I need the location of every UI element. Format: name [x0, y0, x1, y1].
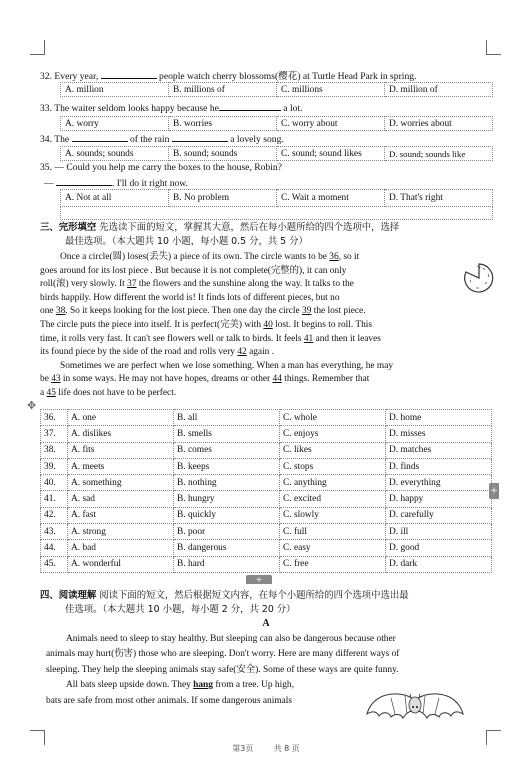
cloze-option-c[interactable]: C. slowly: [280, 507, 386, 523]
cloze-question-number: 41.: [41, 491, 68, 507]
reading-passage-a: Animals need to sleep to stay healthy. But sleeping can also be dangerous because other animals may hurt(伤害) those who are sleeping. Don't worry. Here are many different ways of sleeping. They help the sleeping animals stay safe(安全). Some of these ways are quite funny. All bats sleep upside down. They hang from a tree. Up high, bats are safe from most other animals. If some dangerous animals: [46, 634, 400, 706]
blank-41: 41: [303, 333, 314, 344]
cloze-option-a[interactable]: A. dislikes: [68, 426, 174, 442]
cloze-option-d[interactable]: D. matches: [386, 442, 492, 458]
cloze-question-number: 36.: [41, 410, 68, 426]
expand-tab-bottom[interactable]: +: [246, 575, 272, 584]
cloze-option-a[interactable]: A. bad: [68, 540, 174, 556]
cloze-option-d[interactable]: D. finds: [386, 458, 492, 474]
cloze-option-d[interactable]: D. home: [386, 410, 492, 426]
options-32: [60, 82, 493, 97]
cloze-option-d[interactable]: D. dark: [386, 556, 492, 572]
answer-blank[interactable]: [72, 132, 128, 142]
cloze-option-b[interactable]: B. quickly: [174, 507, 280, 523]
question-32: [40, 68, 416, 82]
options-35: [60, 189, 493, 207]
question-number: 34.: [40, 134, 52, 145]
question-text: a lot.: [283, 103, 303, 114]
cloze-option-b[interactable]: B. nothing: [174, 475, 280, 491]
cloze-row: [41, 426, 492, 442]
question-text: — Could you help me carry the boxes to the house, Robin?: [54, 162, 282, 173]
blank-44: 44: [272, 374, 282, 385]
cloze-option-c[interactable]: C. enjoys: [280, 426, 386, 442]
question-text: Every year,: [54, 71, 99, 82]
section-instructions: 最佳选项。（本大题共 10 小题，每小题 0.5 分，共 5 分）: [65, 236, 308, 247]
option-c[interactable]: C. millions: [277, 83, 385, 97]
question-text: The: [54, 134, 70, 145]
question-number: 33.: [40, 103, 52, 114]
cloze-passage: Once a circle(圆) loses(丢失) a piece of its own. The circle wants to be 36, so it goes around for its lost piece . But because it is not complete(完整的), it can only roll(滚) very slowly. It 37 the flowers and the sunshine along the way. It talks to the birds happily. How different the world is! It finds lots of different pieces, but no one 38. So it keeps looking for the lost piece. Then one day the circle 39 the lost piece. The circle puts the piece into itself. It is perfect(完美) with 40 lost. It begins to roll. This time, it rolls very fast. It can't see flowers well or talk to birds. It feels 41 and then it leaves its found piece by the side of the road and rolls very 42 again . Sometimes we are perfect when we lose something. When a man has everything, he may be 43 in some ways. He may not have hopes, dreams or other 44 things. Remember that a 45 life does not have to be perfect.: [40, 252, 394, 398]
cloze-option-b[interactable]: B. hungry: [174, 491, 280, 507]
question-34: [40, 132, 284, 145]
cloze-option-b[interactable]: B. hard: [174, 556, 280, 572]
cloze-option-d[interactable]: D. carefully: [386, 507, 492, 523]
cloze-option-c[interactable]: C. stops: [280, 458, 386, 474]
cloze-row: [41, 410, 492, 426]
option-b[interactable]: B. millions of: [169, 83, 277, 97]
cloze-option-c[interactable]: C. whole: [280, 410, 386, 426]
option-a[interactable]: A. million: [61, 83, 169, 97]
blank-43: 43: [51, 374, 61, 385]
option-a[interactable]: A. sounds; sounds: [61, 147, 169, 161]
keyword-hang: hang: [193, 680, 213, 691]
option-b[interactable]: B. worries: [169, 117, 277, 131]
question-35-line2: [44, 176, 188, 189]
cloze-row: [41, 458, 492, 474]
question-33: [40, 101, 302, 114]
cloze-question-number: 45.: [41, 556, 68, 572]
section-instructions: 阅读下面的短文，然后根据短文内容，在每个小题所给的四个选项中选出最: [99, 590, 409, 601]
cloze-option-c[interactable]: C. full: [280, 524, 386, 540]
cloze-option-c[interactable]: C. easy: [280, 540, 386, 556]
options-35-spacer: [60, 207, 493, 220]
cloze-option-c[interactable]: C. excited: [280, 491, 386, 507]
cloze-row: [41, 540, 492, 556]
cloze-row: [41, 507, 492, 523]
section-3-heading: [40, 221, 399, 249]
page-number: 第3页: [232, 744, 254, 753]
option-b[interactable]: B. sound; sounds: [169, 147, 277, 161]
section-title: 三、完形填空: [40, 222, 97, 233]
cloze-option-d[interactable]: D. happy: [386, 491, 492, 507]
options-33: [60, 116, 493, 131]
crop-mark-top-right: [486, 40, 501, 55]
cloze-option-a[interactable]: A. meets: [68, 458, 174, 474]
page-total: 共 8 页: [273, 744, 300, 753]
blank-38: 38: [55, 306, 66, 317]
question-text: a lovely song.: [230, 134, 284, 145]
bat-illustration: [365, 690, 465, 730]
blank-45: 45: [46, 387, 56, 398]
question-35: [40, 162, 282, 173]
question-text: of the rain: [129, 134, 170, 145]
cloze-option-b[interactable]: B. all: [174, 410, 280, 426]
question-text: people watch cherry blossoms(樱花) at Turtle Head Park in spring.: [159, 71, 417, 82]
blank-39: 39: [302, 306, 312, 317]
question-number: 35.: [40, 162, 52, 173]
option-d[interactable]: D. worries about: [385, 117, 493, 131]
cloze-option-b[interactable]: B. poor: [174, 524, 280, 540]
cloze-option-b[interactable]: B. smells: [174, 426, 280, 442]
page-footer: [0, 743, 532, 754]
cloze-question-number: 37.: [41, 426, 68, 442]
section-instructions: 先选读下面的短文，掌握其大意，然后在每小题所给的四个选项中，选择: [99, 222, 400, 233]
cloze-question-number: 42.: [41, 507, 68, 523]
question-text: The waiter seldom looks happy because he: [54, 103, 219, 114]
option-c[interactable]: C. sound; sound likes: [277, 147, 385, 161]
cloze-question-number: 44.: [41, 540, 68, 556]
option-a[interactable]: A. Not at all: [61, 190, 169, 207]
cloze-option-c[interactable]: C. anything: [280, 475, 386, 491]
cloze-row: [41, 556, 492, 572]
question-number: 32.: [40, 71, 52, 82]
option-c[interactable]: C. Wait a moment: [277, 190, 385, 207]
expand-tab[interactable]: +: [489, 483, 499, 499]
cloze-question-number: 40.: [41, 475, 68, 491]
blank-40: 40: [263, 319, 273, 330]
section-title: 四、阅读理解: [40, 590, 97, 601]
cloze-question-number: 38.: [41, 442, 68, 458]
blank-36: 36: [329, 252, 339, 262]
circle-illustration: [463, 262, 495, 294]
answer-blank[interactable]: [172, 132, 228, 142]
option-b[interactable]: B. No problem: [169, 190, 277, 207]
cloze-option-d[interactable]: D. good: [386, 540, 492, 556]
move-handle-icon[interactable]: ✥: [27, 400, 37, 412]
cloze-question-number: 39.: [41, 458, 68, 474]
cloze-option-a[interactable]: A. fits: [68, 442, 174, 458]
section-instructions: 佳选项。（本大题共 10 小题，每小题 2 分，共 20 分）: [65, 604, 296, 615]
cloze-row: [41, 442, 492, 458]
answer-blank[interactable]: [101, 69, 157, 79]
cloze-option-d[interactable]: D. ill: [386, 524, 492, 540]
cloze-option-a[interactable]: A. one: [68, 410, 174, 426]
blank-37: 37: [127, 279, 137, 290]
option-d[interactable]: D. million of: [385, 83, 493, 97]
option-c[interactable]: C. worry about: [277, 117, 385, 131]
option-d[interactable]: D. sound; sounds like: [385, 147, 493, 161]
cloze-option-a[interactable]: A. something: [68, 475, 174, 491]
cloze-option-d[interactable]: D. misses: [386, 426, 492, 442]
cloze-option-d[interactable]: D. everything: [386, 475, 492, 491]
cloze-option-a[interactable]: A. strong: [68, 524, 174, 540]
dash: —: [44, 178, 54, 189]
cloze-question-number: 43.: [41, 524, 68, 540]
section-4-heading: [40, 589, 409, 617]
options-34: [60, 146, 493, 161]
cloze-option-c[interactable]: C. free: [280, 556, 386, 572]
passage-a-label: A: [262, 618, 270, 629]
cloze-option-c[interactable]: C. likes: [280, 442, 386, 458]
cloze-option-b[interactable]: B. dangerous: [174, 540, 280, 556]
cloze-row: [41, 475, 492, 491]
option-d[interactable]: D. That's right: [385, 190, 493, 207]
option-a[interactable]: A. worry: [61, 117, 169, 131]
cloze-options-table: [40, 409, 492, 573]
answer-blank[interactable]: [56, 176, 112, 186]
cloze-option-b[interactable]: B. keeps: [174, 458, 280, 474]
cloze-row: [41, 491, 492, 507]
answer-blank[interactable]: [219, 101, 281, 111]
blank-42: 42: [237, 347, 247, 358]
cloze-option-a[interactable]: A. wonderful: [68, 556, 174, 572]
cloze-option-b[interactable]: B. comes: [174, 442, 280, 458]
cloze-row: [41, 524, 492, 540]
cloze-option-a[interactable]: A. sad: [68, 491, 174, 507]
crop-mark-top-left: [30, 40, 45, 55]
cloze-option-a[interactable]: A. fast: [68, 507, 174, 523]
question-text: . I'll do it right now.: [112, 178, 188, 189]
